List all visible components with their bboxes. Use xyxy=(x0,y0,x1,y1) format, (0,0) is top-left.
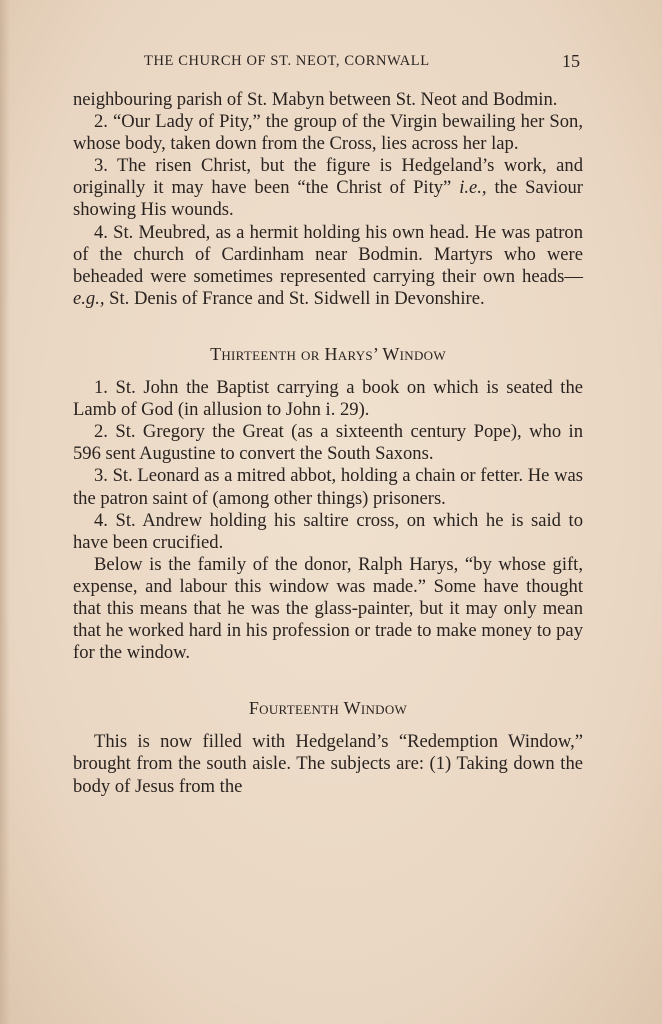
paragraph-item-4 xyxy=(73,222,583,310)
text-run: the Saviour showing His wounds. xyxy=(73,177,583,221)
paragraph-item-2: 2. “Our Lady of Pity,” the group of the Virgin bewailing her Son, whose body, taken down from the Cross, lies across her lap. xyxy=(73,111,583,155)
paragraph-continuation: neighbouring parish of St. Mabyn between St. Neot and Bodmin. xyxy=(73,89,558,110)
paragraph-item: 3. St. Leonard as a mitred abbot, holding a chain or fetter. He was the patron saint of (among other things) prisoners. xyxy=(73,465,583,509)
page-edge-shadow xyxy=(0,0,10,1024)
running-title: THE CHURCH OF ST. NEOT, CORNWALL xyxy=(144,53,430,69)
section-heading-fourteenth-window: Fourteenth Window xyxy=(248,698,408,719)
italic-run: e.g., xyxy=(73,287,105,309)
section-heading-thirteenth-window: Thirteenth or Harys’ Window xyxy=(210,343,446,364)
text-run: 4. St. Meubred, as a hermit holding his own head. He was patron of the church of Cardinham near Bodmin. Martyrs who were beheaded were sometimes represented carrying their own heads— xyxy=(73,221,583,287)
text-run: St. Denis of France and St. Sidwell in Devonshire. xyxy=(104,287,485,309)
page-number: 15 xyxy=(562,51,580,71)
paragraph-item: 1. St. John the Baptist carrying a book on which is seated the Lamb of God (in allusion to John i. 29). xyxy=(73,377,583,421)
paragraph-item: Below is the family of the donor, Ralph Harys, “by whose gift, expense, and labour this window was made.” Some have thought that this means that he was the glass-painter, but it may only mean that he worked hard in his profession or trade to make money to pay for the window. xyxy=(73,553,583,664)
text-run: 3. The risen Christ, but the figure is Hedgeland’s work, and originally it may have been “the Christ of Pity” xyxy=(73,155,583,199)
paragraph-item: 4. St. Andrew holding his saltire cross, on which he is said to have been crucified. xyxy=(73,509,583,553)
italic-run: i.e., xyxy=(459,177,487,199)
paragraph-item-3 xyxy=(73,155,583,221)
page-header xyxy=(74,53,582,75)
paragraph-item: 2. St. Gregory the Great (as a sixteenth century Pope), who in 596 sent Augustine to convert the South Saxons. xyxy=(73,421,583,465)
page-body xyxy=(73,89,583,798)
paragraph-item: This is now filled with Hedgeland’s “Redemption Window,” brought from the south aisle. The subjects are: (1) Taking down the body of Jesus from the xyxy=(73,731,583,797)
